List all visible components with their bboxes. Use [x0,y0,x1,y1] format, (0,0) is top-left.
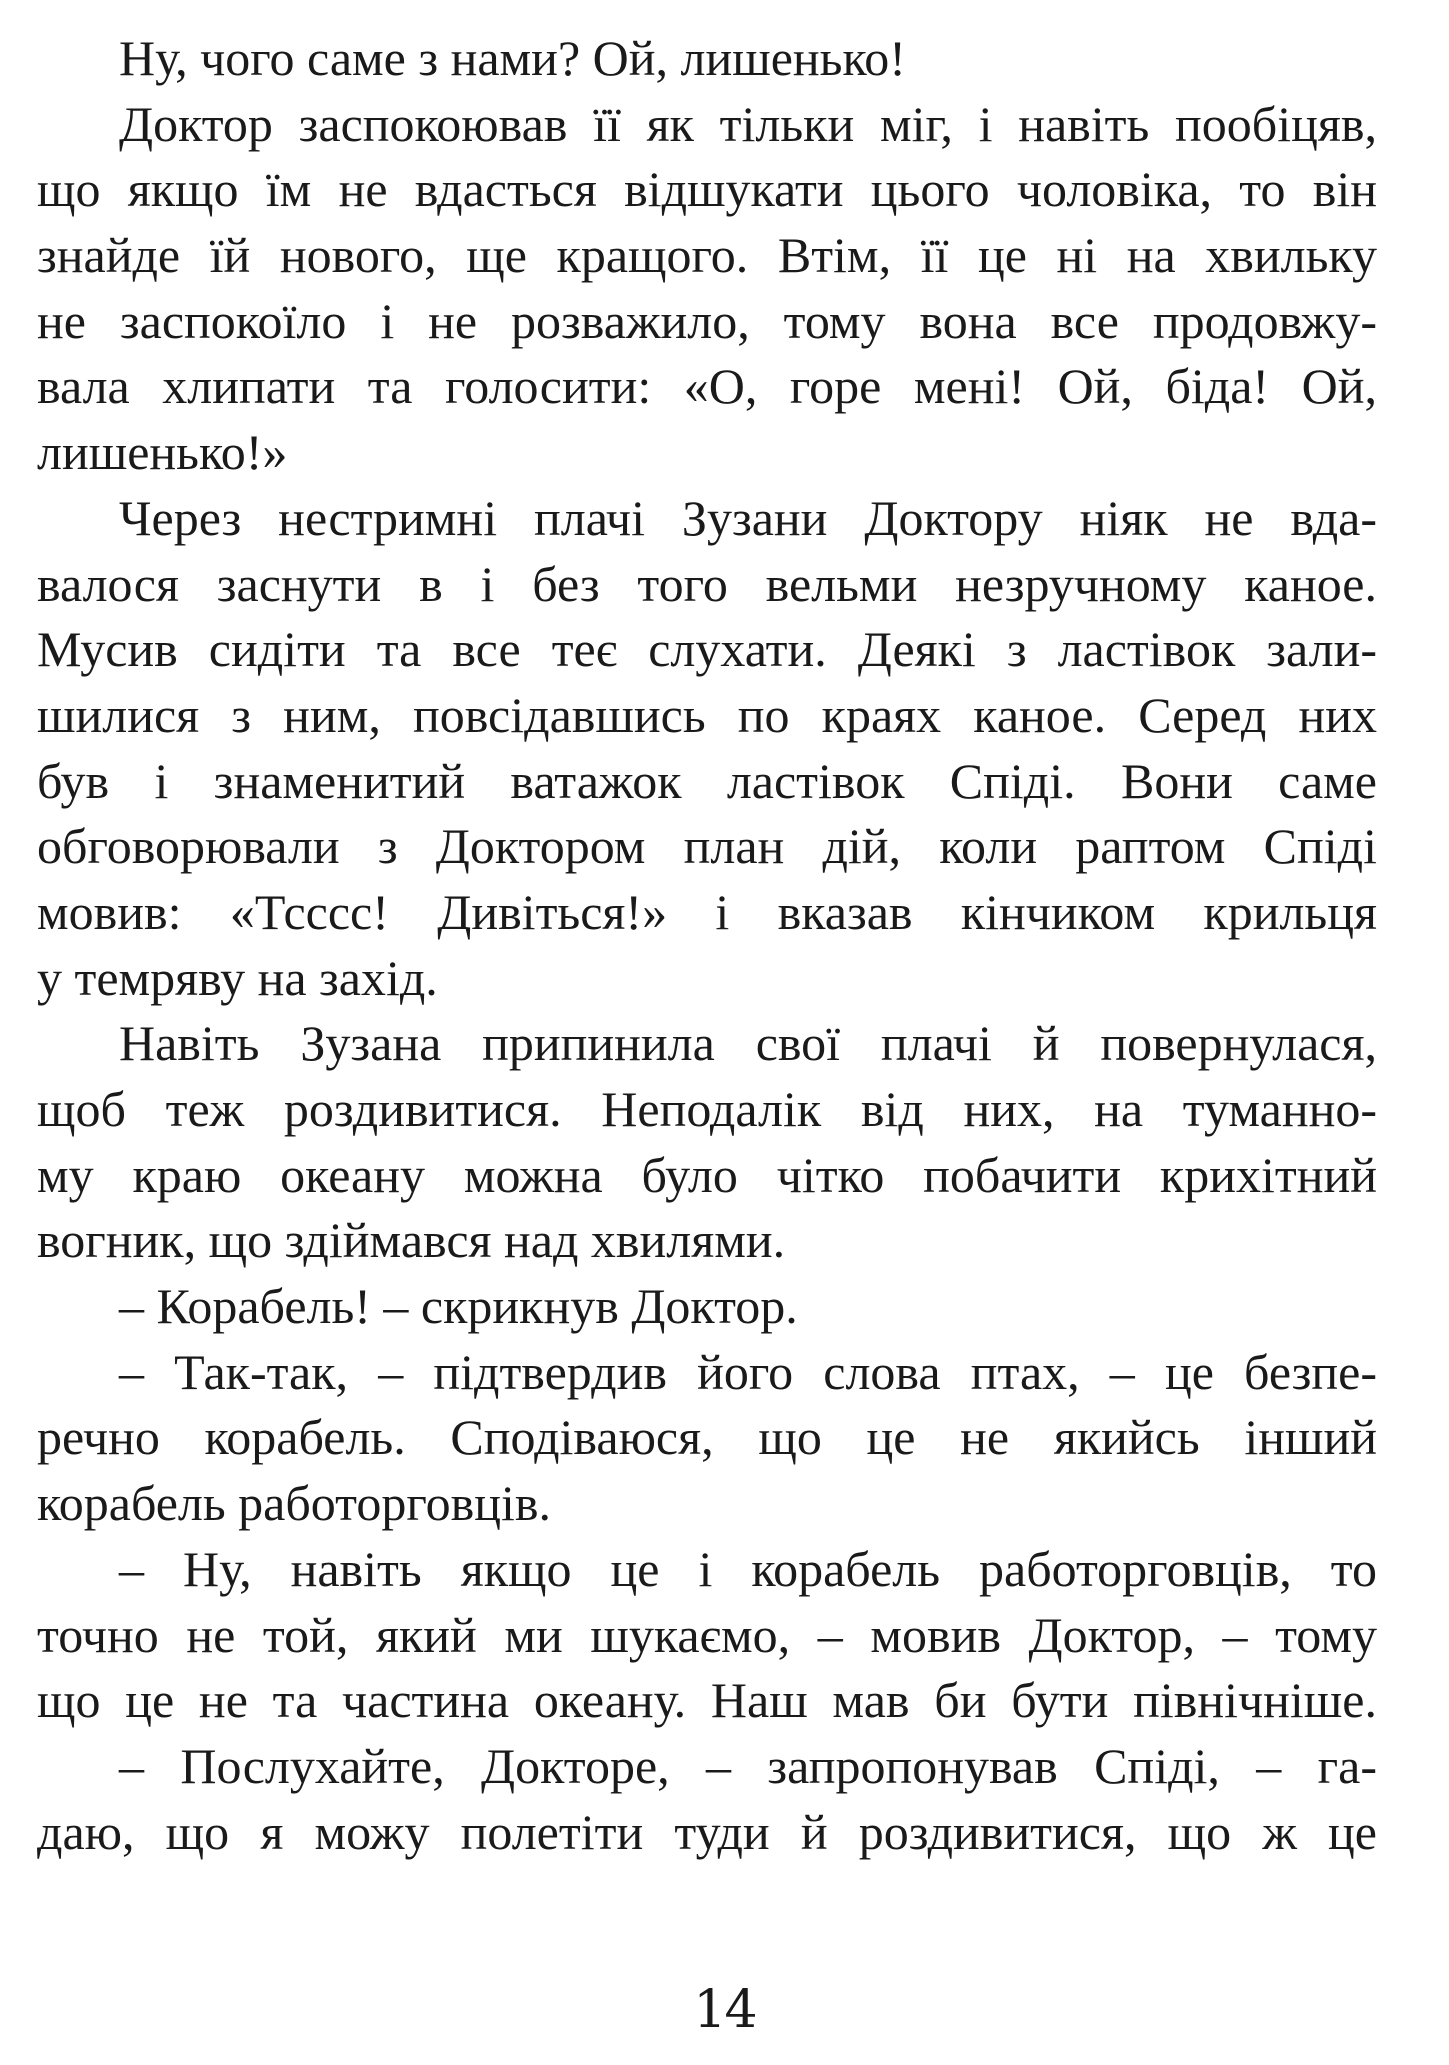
text-line: що це не та частина океану. Наш мав би бути північніше. [37,1672,1377,1729]
text-line: був і знаменитий ватажок ластівок Спіді. Вони саме [37,752,1377,809]
text-line: речно корабель. Сподіваюся, що це не якийсь інший [37,1409,1377,1466]
text-line: що якщо їм не вдасться відшукати цього чоловіка, то він [37,161,1377,218]
text-line: у темряву на захід. [37,949,438,1006]
text-line: – Так-так, – підтвердив його слова птах, – це безпе- [119,1343,1377,1400]
text-line: вала хлипати та голосити: «О, горе мені! Ой, біда! Ой, [37,358,1377,415]
text-line: точно не той, який ми шукаємо, – мовив Доктор, – тому [37,1606,1377,1663]
text-line: – Послухайте, Докторе, – запропонував Спіді, – га- [119,1737,1377,1794]
text-line: шилися з ним, повсідавшись по краях каное. Серед них [37,686,1377,743]
text-line: Мусив сидіти та все теє слухати. Деякі з ластівок зали- [37,621,1377,678]
text-line: щоб теж роздивитися. Неподалік від них, на туманно- [37,1081,1377,1137]
text-line: обговорювали з Доктором план дій, коли раптом Спіді [37,818,1377,875]
text-line: – Ну, навіть якщо це і корабель работорговців, то [119,1540,1377,1597]
text-line: Навіть Зузана припинила свої плачі й повернулася, [119,1015,1377,1072]
text-line: Ну, чого саме з нами? Ой, лишенько! [119,30,906,86]
text-line: не заспокоїло і не розважило, тому вона все продовжу- [37,292,1377,349]
page-number: 14 [693,1980,756,2040]
text-line: вогник, що здіймався над хвилями. [37,1212,786,1269]
text-line: Через нестримні плачі Зузани Доктору ніяк не вда- [119,489,1377,546]
text-line: знайде їй нового, ще кращого. Втім, її це ні на хвильку [37,227,1377,284]
text-line: лишенько!» [37,424,288,481]
text-line: Доктор заспокоював її як тільки міг, і навіть пообіцяв, [119,95,1377,152]
text-line: корабель работорговців. [37,1475,551,1532]
text-line: валося заснути в і без того вельми незручному каное. [37,555,1377,612]
text-line: мовив: «Тсссс! Дивіться!» і вказав кінчиком крильця [37,883,1377,940]
page-body [37,26,1377,1865]
text-line: даю, що я можу полетіти туди й роздивитися, що ж це [37,1803,1377,1860]
text-line: – Корабель! – скрикнув Доктор. [119,1278,798,1335]
text-line: му краю океану можна було чітко побачити крихітний [37,1146,1377,1203]
